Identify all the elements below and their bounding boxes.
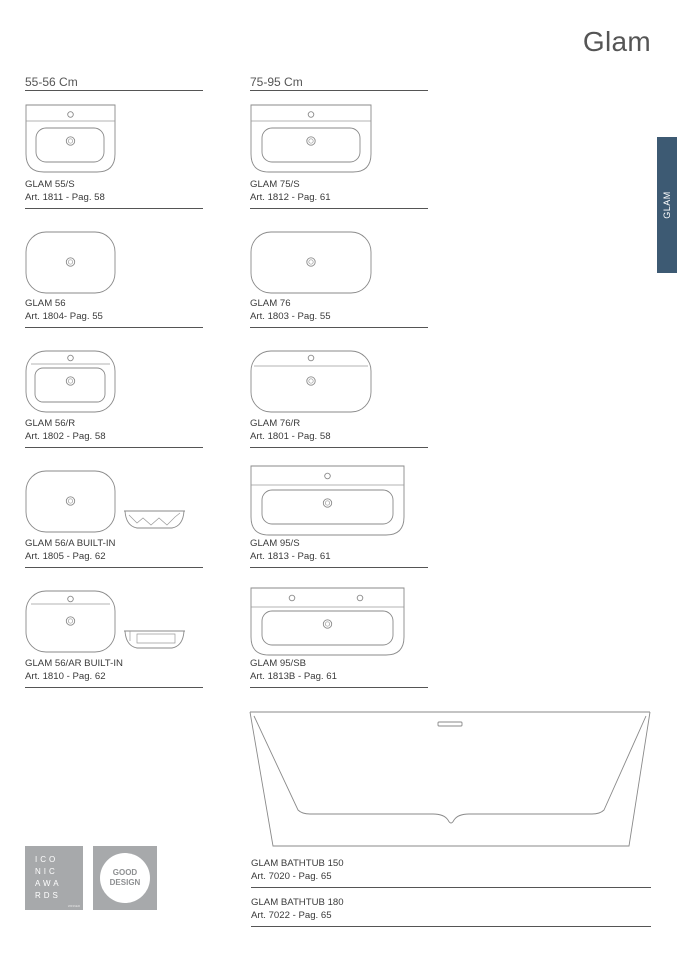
product-ref: Art. 1802 - Pag. 58 [25, 430, 106, 442]
glam-56a-drawing [25, 470, 203, 535]
product-name: GLAM 95/SB [250, 658, 306, 669]
glam-56r-drawing [25, 350, 203, 415]
product-ref: Art. 1805 - Pag. 62 [25, 550, 106, 562]
page-title: Glam [582, 26, 651, 57]
caption [25, 658, 203, 688]
good-design-line1: GOOD [112, 868, 138, 877]
caption [250, 298, 428, 328]
bathtub-ref: Art. 7022 - Pag. 65 [251, 909, 332, 921]
caption [25, 418, 203, 448]
product-name: GLAM 76 [250, 298, 291, 309]
product-ref: Art. 1810 - Pag. 62 [25, 670, 106, 682]
bathtub-180-caption[interactable] [251, 897, 651, 927]
iconic-awards-small: WINNER [67, 904, 80, 908]
product-name: GLAM 75/S [250, 179, 300, 190]
product-ref: Art. 1801 - Pag. 58 [250, 430, 331, 442]
caption [250, 658, 428, 688]
glam-56ar-drawing [25, 590, 203, 655]
column-heading-55-56: 55-56 Cm [25, 75, 203, 91]
product-ref: Art. 1803 - Pag. 55 [250, 310, 331, 322]
product-name: GLAM 56/A BUILT-IN [25, 538, 116, 549]
bathtub-ref: Art. 7020 - Pag. 65 [251, 870, 332, 882]
good-design-line2: DESIGN [109, 878, 141, 887]
product-ref: Art. 1812 - Pag. 61 [250, 191, 331, 203]
caption [250, 179, 428, 209]
bathtub-name: GLAM BATHTUB 150 [251, 858, 344, 869]
glam-75s-drawing [250, 104, 428, 174]
glam-76-drawing [250, 231, 428, 296]
good-design-logo [93, 846, 157, 910]
glam-95sb-drawing [250, 587, 428, 657]
product-ref: Art. 1813B - Pag. 61 [250, 670, 337, 682]
iconic-awards-logo [25, 846, 83, 910]
caption [250, 418, 428, 448]
bathtub-150-caption[interactable] [251, 858, 651, 888]
product-name: GLAM 55/S [25, 179, 75, 190]
glam-95s-drawing [250, 465, 428, 537]
product-name: GLAM 56/AR BUILT-IN [25, 658, 123, 669]
bathtub-name: GLAM BATHTUB 180 [251, 897, 344, 908]
glam-76r-drawing [250, 350, 428, 415]
product-name: GLAM 95/S [250, 538, 300, 549]
bathtub-drawing [248, 708, 654, 850]
section-tab-label: GLAM [662, 191, 672, 219]
caption [25, 298, 203, 328]
caption [25, 538, 203, 568]
caption [25, 179, 203, 209]
column-heading-75-95: 75-95 Cm [250, 75, 428, 91]
section-tab[interactable] [657, 137, 677, 273]
caption [250, 538, 428, 568]
glam-55s-drawing [25, 104, 203, 174]
iconic-awards-text: ICO NIC AWA RDS [35, 855, 62, 900]
product-name: GLAM 56 [25, 298, 66, 309]
product-name: GLAM 76/R [250, 418, 301, 429]
glam-56-drawing [25, 231, 203, 296]
product-name: GLAM 56/R [25, 418, 76, 429]
product-ref: Art. 1811 - Pag. 58 [25, 191, 105, 203]
product-ref: Art. 1813 - Pag. 61 [250, 550, 331, 562]
product-ref: Art. 1804- Pag. 55 [25, 310, 103, 322]
